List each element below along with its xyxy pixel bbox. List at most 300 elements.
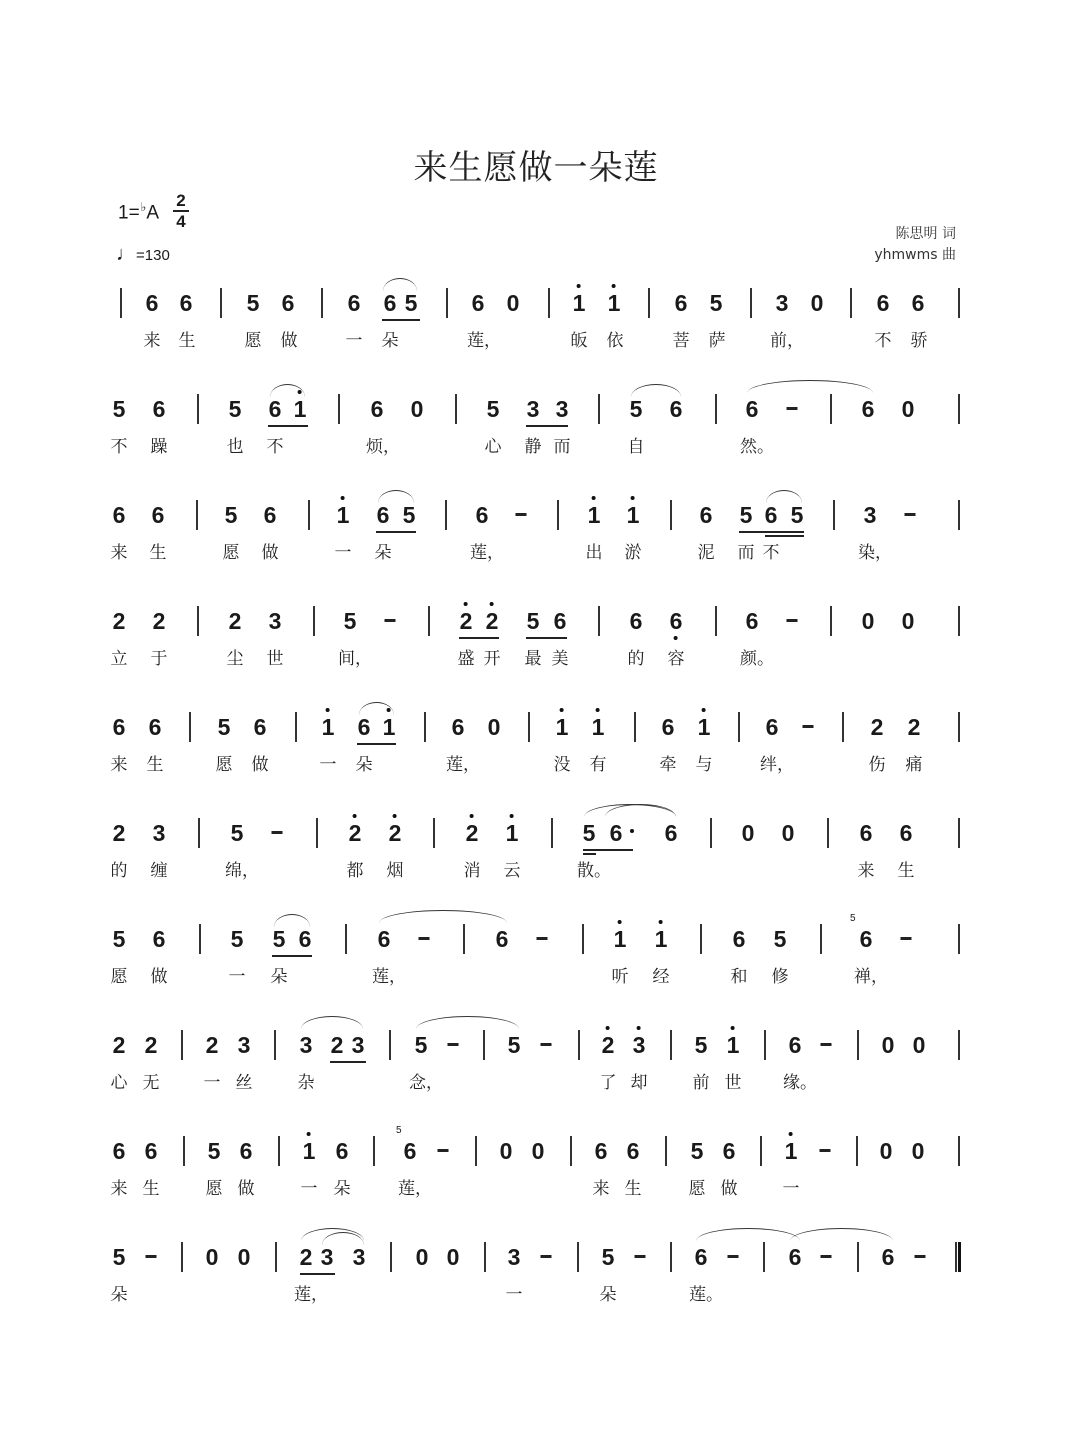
- lyric: 缘。: [783, 1073, 817, 1093]
- note-digit: 6: [112, 502, 126, 528]
- note-digit: 6: [669, 396, 683, 422]
- note-digit: 5: [112, 396, 126, 422]
- lyric: 云: [503, 861, 521, 881]
- note: [206, 1244, 219, 1270]
- score-line: [0, 396, 1072, 476]
- note: [506, 820, 519, 846]
- note: [500, 1138, 513, 1164]
- lyric: 杂: [297, 1073, 315, 1093]
- lyric: 来: [857, 861, 875, 881]
- lyric: 有: [589, 755, 607, 775]
- lyric: 一: [300, 1179, 318, 1199]
- note: [218, 714, 231, 740]
- lyric: 愿: [205, 1179, 223, 1199]
- slur-tie: [378, 490, 414, 503]
- note: [348, 290, 361, 316]
- note-digit: 1: [505, 820, 519, 846]
- barline: [183, 1136, 185, 1166]
- note-digit: 5: [773, 926, 787, 952]
- barline: [958, 1030, 960, 1060]
- note: [149, 714, 162, 740]
- lyric: 生: [142, 1179, 160, 1199]
- note-digit: 6: [298, 926, 312, 952]
- note-digit: 6: [669, 608, 683, 634]
- note-digit: 5: [402, 502, 416, 528]
- slur-tie: [379, 910, 507, 923]
- beam-underline: [357, 743, 396, 745]
- lyric: 颜。: [740, 649, 774, 669]
- note-digit: 0: [861, 608, 875, 634]
- beam-underline: [765, 535, 804, 537]
- note: [113, 926, 126, 952]
- note: [655, 926, 668, 952]
- note-digit: 0: [741, 820, 755, 846]
- note: [627, 502, 640, 528]
- note-digit: 6: [911, 290, 925, 316]
- lyric: 美: [551, 649, 569, 669]
- lyric: 依: [606, 331, 624, 351]
- high-octave-dot: [789, 1132, 793, 1136]
- barline: [670, 1030, 672, 1060]
- tempo-marking: [116, 243, 170, 266]
- note-digit: 6: [732, 926, 746, 952]
- note-digit: 6: [475, 502, 489, 528]
- note: [670, 396, 683, 422]
- note: [411, 396, 424, 422]
- lyric: 出: [585, 543, 603, 563]
- lyric: 来: [110, 1179, 128, 1199]
- note-digit: 2: [459, 608, 473, 634]
- note: [774, 926, 787, 952]
- sustain-dash: [915, 1255, 926, 1258]
- barline: [197, 394, 199, 424]
- note: [862, 608, 875, 634]
- barline: [428, 606, 430, 636]
- note: [670, 608, 683, 634]
- note: [113, 714, 126, 740]
- note: [229, 608, 242, 634]
- note: [294, 396, 307, 422]
- lyric: 而: [553, 437, 571, 457]
- note-digit: 2: [152, 608, 166, 634]
- note: [691, 1138, 704, 1164]
- note-digit: 6: [471, 290, 485, 316]
- note-digit: 0: [912, 1032, 926, 1058]
- note-digit: 6: [263, 502, 277, 528]
- note-digit: 6: [881, 1244, 895, 1270]
- note: [860, 820, 873, 846]
- composer: yhmwms 曲: [874, 247, 956, 263]
- lyric: 做: [237, 1179, 255, 1199]
- lyric: 的: [627, 649, 645, 669]
- beam-underline: [459, 637, 499, 639]
- barline: [220, 288, 222, 318]
- note: [405, 290, 418, 316]
- score-line: [0, 820, 1072, 900]
- note-digit: 6: [859, 926, 873, 952]
- note: [860, 926, 873, 952]
- note-digit: 6: [253, 714, 267, 740]
- credits: [874, 224, 956, 266]
- note: [882, 1244, 895, 1270]
- sustain-dash: [820, 1149, 831, 1152]
- quarter-note-icon: ♩: [116, 243, 136, 265]
- flat-icon: ♭: [140, 200, 147, 214]
- note-digit: 1: [572, 290, 586, 316]
- barline: [570, 1136, 572, 1166]
- lyric: 心: [110, 1073, 128, 1093]
- lyric: 最: [524, 649, 542, 669]
- note-digit: 2: [112, 820, 126, 846]
- note: [913, 1032, 926, 1058]
- note-digit: 5: [582, 820, 596, 846]
- sustain-dash: [728, 1255, 739, 1258]
- note: [447, 1244, 460, 1270]
- lyric: 无: [142, 1073, 160, 1093]
- note: [358, 714, 371, 740]
- note-digit: 0: [901, 396, 915, 422]
- note-digit: 5: [694, 1032, 708, 1058]
- note-digit: 0: [499, 1138, 513, 1164]
- note: [746, 608, 759, 634]
- note-digit: 5: [526, 608, 540, 634]
- note: [231, 926, 244, 952]
- lyric: 皈: [570, 331, 588, 351]
- note-digit: 5: [486, 396, 500, 422]
- note-digit: 2: [348, 820, 362, 846]
- note: [299, 926, 312, 952]
- beam-underline: [272, 955, 312, 957]
- note: [384, 290, 397, 316]
- barline: [278, 1136, 280, 1166]
- note-digit: 5: [739, 502, 753, 528]
- barline: [198, 818, 200, 848]
- lyric: 愿: [688, 1179, 706, 1199]
- note: [472, 290, 485, 316]
- song-title: 来生愿做一朵莲: [413, 148, 659, 188]
- note-digit: 0: [487, 714, 501, 740]
- note-digit: 5: [112, 1244, 126, 1270]
- note: [377, 502, 390, 528]
- lyric: 一: [505, 1285, 523, 1305]
- barline: [390, 1242, 392, 1272]
- note-digit: 6: [674, 290, 688, 316]
- note-digit: 6: [694, 1244, 708, 1270]
- lyric: 然。: [740, 437, 774, 457]
- note: [300, 1244, 313, 1270]
- score-line: [0, 290, 1072, 370]
- lyric: 淤: [624, 543, 642, 563]
- note: [153, 608, 166, 634]
- lyric: 做: [261, 543, 279, 563]
- high-octave-dot: [326, 708, 330, 712]
- note: [710, 290, 723, 316]
- note-digit: 5: [629, 396, 643, 422]
- slur-tie: [416, 1016, 519, 1029]
- score-line: [0, 502, 1072, 582]
- note: [460, 608, 473, 634]
- lyric: 愿: [244, 331, 262, 351]
- note: [113, 502, 126, 528]
- barline: [760, 1136, 762, 1166]
- barline: [181, 1242, 183, 1272]
- lyric: 容: [667, 649, 685, 669]
- note-digit: 5: [404, 290, 418, 316]
- lyric: 缠: [150, 861, 168, 881]
- lyric: 朵: [374, 543, 392, 563]
- note: [902, 396, 915, 422]
- high-octave-dot: [592, 496, 596, 500]
- lyric: 也: [226, 437, 244, 457]
- note: [466, 820, 479, 846]
- lyric: 一: [228, 967, 246, 987]
- note: [912, 1138, 925, 1164]
- note-digit: 6: [859, 820, 873, 846]
- note: [662, 714, 675, 740]
- note-digit: 6: [281, 290, 295, 316]
- beam-underline: [739, 531, 804, 533]
- note: [146, 290, 159, 316]
- lyric: 于: [150, 649, 168, 669]
- note: [740, 502, 753, 528]
- note-digit: 2: [485, 608, 499, 634]
- lyric: 世: [266, 649, 284, 669]
- score-line: [0, 1244, 1072, 1324]
- time-top: 2: [176, 191, 186, 210]
- note: [353, 1244, 366, 1270]
- lyric: 朵: [355, 755, 373, 775]
- slur-tie: [790, 1228, 893, 1241]
- note-digit: 6: [376, 502, 390, 528]
- barline: [316, 818, 318, 848]
- note-digit: 1: [555, 714, 569, 740]
- note: [269, 396, 282, 422]
- lyric: 生: [897, 861, 915, 881]
- note-digit: 6: [764, 502, 778, 528]
- barline: [181, 1030, 183, 1060]
- high-octave-dot: [393, 814, 397, 818]
- lyric: 染，: [858, 543, 892, 563]
- note-digit: 3: [299, 1032, 313, 1058]
- sustain-dash: [438, 1149, 449, 1152]
- high-octave-dot: [606, 1026, 610, 1030]
- note: [882, 1032, 895, 1058]
- note: [153, 926, 166, 952]
- slur-tie: [766, 490, 802, 503]
- note: [488, 714, 501, 740]
- high-octave-dot: [702, 708, 706, 712]
- high-octave-dot: [464, 602, 468, 606]
- grace-note: 5: [396, 1125, 402, 1136]
- note-digit: 0: [446, 1244, 460, 1270]
- note: [630, 396, 643, 422]
- barline: [433, 818, 435, 848]
- barline: [648, 288, 650, 318]
- note: [238, 1244, 251, 1270]
- barline: [373, 1136, 375, 1166]
- barline: [275, 1242, 277, 1272]
- note: [389, 820, 402, 846]
- note-digit: 6: [383, 290, 397, 316]
- sustain-dash: [448, 1043, 459, 1046]
- note-digit: 6: [553, 608, 567, 634]
- lyric: 没: [553, 755, 571, 775]
- note-digit: 5: [230, 820, 244, 846]
- note: [595, 1138, 608, 1164]
- barline: [958, 288, 960, 318]
- time-bottom: 4: [176, 212, 186, 231]
- note: [153, 396, 166, 422]
- lyric: 莲。: [689, 1285, 723, 1305]
- note-digit: 1: [726, 1032, 740, 1058]
- note-digit: 1: [607, 290, 621, 316]
- note-digit: 5: [790, 502, 804, 528]
- barline: [857, 1242, 859, 1272]
- sustain-dash: [537, 937, 548, 940]
- lyric: 牵: [659, 755, 677, 775]
- note-digit: 1: [293, 396, 307, 422]
- lyric: 盛: [457, 649, 475, 669]
- barline: [557, 500, 559, 530]
- note-digit: 0: [781, 820, 795, 846]
- note: [153, 820, 166, 846]
- note: [113, 820, 126, 846]
- barline: [582, 924, 584, 954]
- beam-underline: [376, 531, 416, 533]
- lyric: 念，: [409, 1073, 443, 1093]
- lyric: 生: [146, 755, 164, 775]
- note: [573, 290, 586, 316]
- lyric: 经: [652, 967, 670, 987]
- note-digit: 6: [876, 290, 890, 316]
- note-digit: 6: [268, 396, 282, 422]
- high-octave-dot: [731, 1026, 735, 1030]
- note: [322, 714, 335, 740]
- note: [403, 502, 416, 528]
- high-octave-dot: [307, 1132, 311, 1136]
- barline: [830, 606, 832, 636]
- lyric: 朵: [110, 1285, 128, 1305]
- note: [789, 1032, 802, 1058]
- note: [344, 608, 357, 634]
- barline: [856, 1136, 858, 1166]
- note: [602, 1032, 615, 1058]
- lyric: 生: [178, 331, 196, 351]
- note: [633, 1032, 646, 1058]
- high-octave-dot: [659, 920, 663, 924]
- beam-underline: [268, 425, 308, 427]
- lyric: 萨: [708, 331, 726, 351]
- note: [602, 1244, 615, 1270]
- note: [416, 1244, 429, 1270]
- note-digit: 1: [613, 926, 627, 952]
- note-digit: 2: [112, 608, 126, 634]
- barline: [763, 1242, 765, 1272]
- barline: [958, 712, 960, 742]
- lyric: 莲，: [446, 755, 480, 775]
- note-digit: 3: [237, 1032, 251, 1058]
- barline: [820, 924, 822, 954]
- score-line: [0, 1125, 1072, 1218]
- note-digit: 6: [152, 396, 166, 422]
- note: [588, 502, 601, 528]
- note-digit: 0: [879, 1138, 893, 1164]
- note-digit: 0: [415, 1244, 429, 1270]
- note-digit: 6: [151, 502, 165, 528]
- note: [336, 1138, 349, 1164]
- sustain-dash: [821, 1255, 832, 1258]
- note-digit: 6: [335, 1138, 349, 1164]
- barline: [700, 924, 702, 954]
- note: [811, 290, 824, 316]
- note-digit: 6: [370, 396, 384, 422]
- note-digit: 5: [246, 290, 260, 316]
- lyric: 心: [484, 437, 502, 457]
- note-digit: 6: [239, 1138, 253, 1164]
- note: [231, 820, 244, 846]
- note: [532, 1138, 545, 1164]
- barline: [189, 712, 191, 742]
- lyric: 躁: [150, 437, 168, 457]
- beam-underline: [526, 425, 568, 427]
- barline: [445, 500, 447, 530]
- high-octave-dot: [596, 708, 600, 712]
- note: [229, 396, 242, 422]
- barline: [548, 288, 550, 318]
- note-digit: 5: [601, 1244, 615, 1270]
- note-digit: 6: [451, 714, 465, 740]
- note-digit: 6: [179, 290, 193, 316]
- note: [378, 926, 391, 952]
- note-digit: 5: [507, 1032, 521, 1058]
- note-digit: 6: [788, 1244, 802, 1270]
- barline: [463, 924, 465, 954]
- note-digit: 3: [526, 396, 540, 422]
- barline: [670, 500, 672, 530]
- lyric: 做: [280, 331, 298, 351]
- lyric: 伤: [868, 755, 886, 775]
- high-octave-dot: [618, 920, 622, 924]
- note-digit: 3: [507, 1244, 521, 1270]
- barline: [308, 500, 310, 530]
- note-digit: 5: [343, 608, 357, 634]
- note-digit: 2: [601, 1032, 615, 1058]
- note: [776, 290, 789, 316]
- note-digit: 6: [112, 1138, 126, 1164]
- barline: [710, 818, 712, 848]
- note: [742, 820, 755, 846]
- barline: [484, 1242, 486, 1272]
- note-digit: 1: [654, 926, 668, 952]
- note: [349, 820, 362, 846]
- note: [880, 1138, 893, 1164]
- score-line: [0, 714, 1072, 794]
- high-octave-dot: [577, 284, 581, 288]
- note: [254, 714, 267, 740]
- note-digit: 6: [861, 396, 875, 422]
- beam-underline: [382, 319, 420, 321]
- note-digit: 2: [870, 714, 884, 740]
- note: [675, 290, 688, 316]
- lyric: 莲，: [467, 331, 501, 351]
- note-digit: 2: [112, 1032, 126, 1058]
- lyric: 听: [611, 967, 629, 987]
- barline: [830, 394, 832, 424]
- note-digit: 6: [152, 926, 166, 952]
- barline: [120, 288, 122, 318]
- note-digit: 6: [148, 714, 162, 740]
- note: [180, 290, 193, 316]
